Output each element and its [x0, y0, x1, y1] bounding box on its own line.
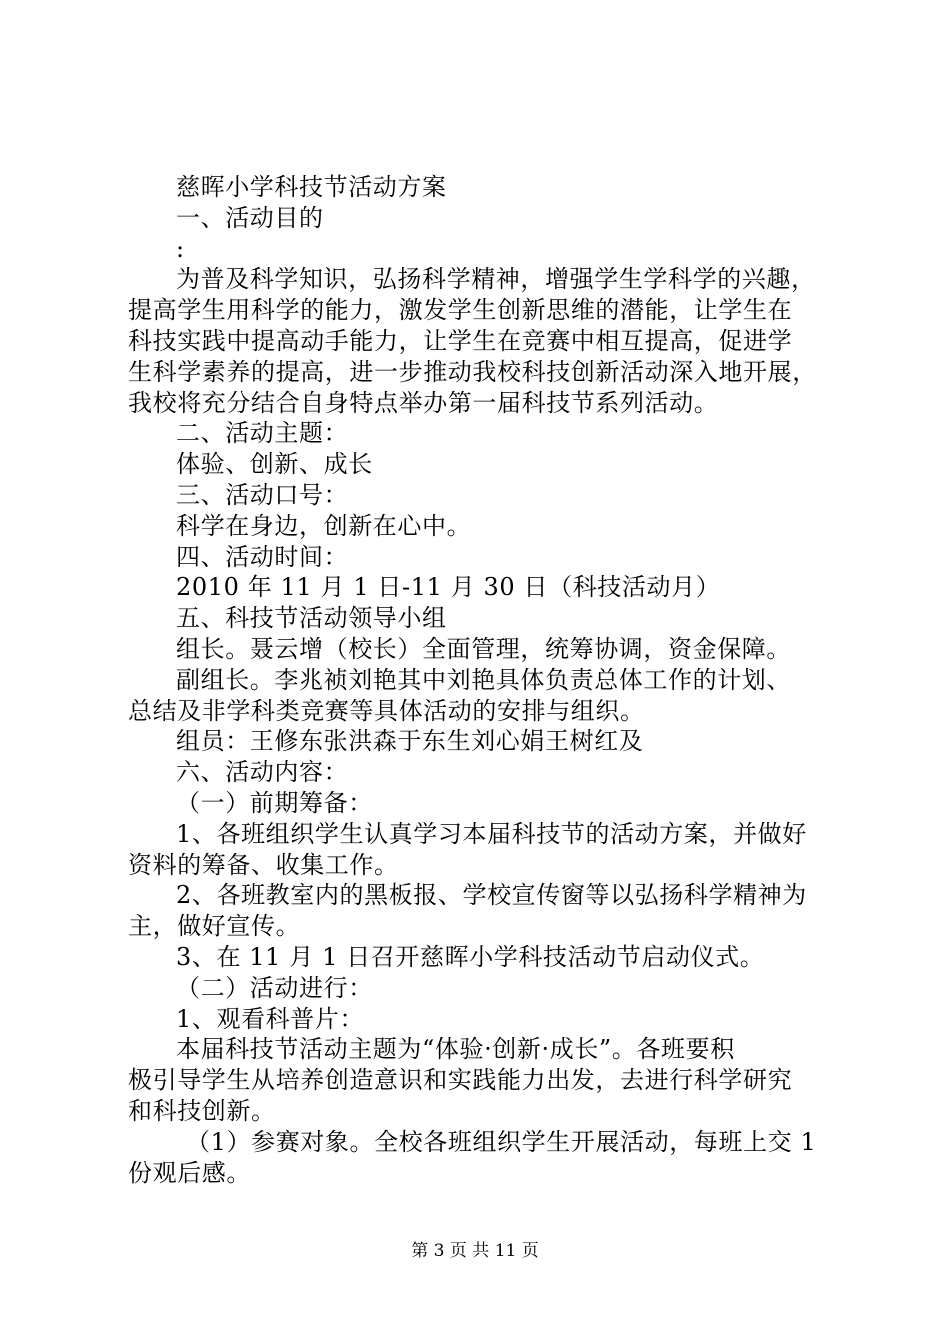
section-heading-slogan: 三、活动口号：: [176, 480, 349, 509]
document-body: [128, 172, 838, 1188]
section-heading-leadership: 五、科技节活动领导小组: [176, 604, 447, 633]
text-line: 组员：王修东张洪森于东生刘心娟王树红及: [176, 727, 644, 756]
paragraph-line: 1、各班组织学生认真学习本届科技节的活动方案，并做好: [176, 819, 807, 848]
text-line: 2010 年 11 月 1 日-11 月 30 日（科技活动月）: [176, 573, 721, 602]
paragraph-line: 副组长。李兆祯刘艳其中刘艳具体负责总体工作的计划、: [176, 665, 791, 694]
page-number-footer: 第 3 页 共 11 页: [411, 1241, 539, 1261]
paragraph-line: 和科技创新。: [128, 1096, 276, 1125]
paragraph-line: 科技实践中提高动手能力，让学生在竞赛中相互提高，促进学: [128, 326, 793, 355]
text-line: 科学在身边，创新在心中。: [176, 511, 472, 540]
paragraph-line: 提高学生用科学的能力，激发学生创新思维的潜能，让学生在: [128, 296, 793, 325]
paragraph-line: 为普及科学知识，弘扬科学精神，增强学生学科学的兴趣，: [176, 265, 816, 294]
section-heading-theme: 二、活动主题：: [176, 419, 349, 448]
text-line: 3、在 11 月 1 日召开慈晖小学科技活动节启动仪式。: [176, 942, 765, 971]
section-heading-time: 四、活动时间：: [176, 542, 349, 571]
text-line: 体验、创新、成长: [176, 450, 373, 479]
paragraph-line: 2、各班教室内的黑板报、学校宣传窗等以弘扬科学精神为: [176, 881, 807, 910]
paragraph-line: 总结及非学科类竞赛等具体活动的安排与组织。: [128, 696, 645, 725]
paragraph-line: 本届科技节活动主题为“体验·创新·成长”。各班要积: [176, 1035, 735, 1064]
paragraph-line: 生科学素养的提高，进一步推动我校科技创新活动深入地开展，: [128, 357, 817, 386]
paragraph-line: 主，做好宣传。: [128, 912, 301, 941]
paragraph-line: 份观后感。: [128, 1158, 251, 1187]
section-heading-purpose: 一、活动目的: [176, 203, 324, 232]
paragraph-line: 极引导学生从培养创造意识和实践能力出发，去进行科学研究: [128, 1066, 793, 1095]
paragraph-line: 资料的筹备、收集工作。: [128, 850, 399, 879]
text-line: :: [176, 234, 185, 263]
document-title: 慈晖小学科技节活动方案: [176, 173, 447, 201]
paragraph-line: 我校将充分结合自身特点举办第一届科技节系列活动。: [128, 388, 719, 417]
subsection-heading: （一）前期筹备：: [176, 788, 373, 817]
paragraph-line: （1）参赛对象。全校各班组织学生开展活动，每班上交 1: [186, 1127, 817, 1156]
text-line: 1、观看科普片：: [176, 1004, 365, 1033]
section-heading-content: 六、活动内容：: [176, 758, 349, 787]
text-line: 组长。聂云增（校长）全面管理，统筹协调，资金保障。: [176, 634, 791, 663]
subsection-heading: （二）活动进行：: [176, 973, 373, 1002]
